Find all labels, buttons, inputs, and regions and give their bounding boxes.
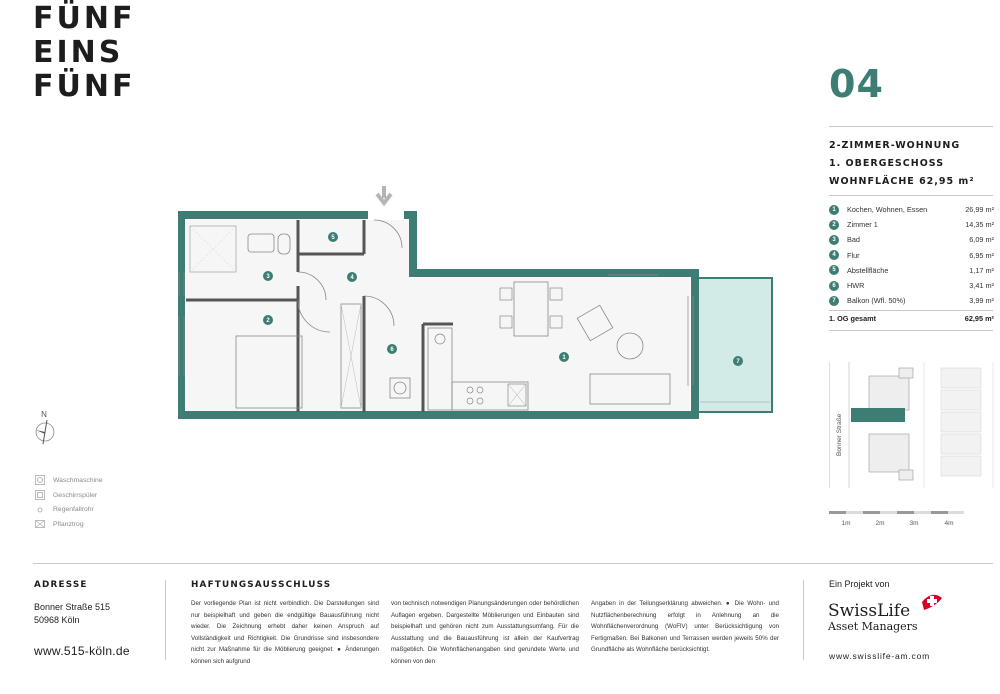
- room-row: [829, 202, 994, 217]
- divider: [829, 126, 993, 127]
- brand-logo: [33, 2, 135, 104]
- entrance-arrow-icon: [377, 186, 391, 203]
- unit-type: 2-ZIMMER-WOHNUNG: [829, 140, 961, 151]
- address-city: 50968 Köln: [34, 615, 80, 625]
- swisslife-mark-icon: [922, 595, 942, 610]
- total-label: 1. OG gesamt: [829, 314, 877, 323]
- scale-label-2m: 2m: [875, 520, 885, 527]
- north-arrow-icon: [30, 408, 60, 446]
- total-area: 62,95 m²: [964, 314, 994, 323]
- logo-line-3: FÜNF: [33, 69, 136, 104]
- logo-line-1: FÜNF: [33, 1, 136, 36]
- disclaimer-title: HAFTUNGSAUSSCHLUSS: [191, 580, 332, 590]
- building-block: [869, 368, 913, 480]
- disclaimer-column-3: Angaben in der Teilungserklärung abweichen. ● Die Wohn- und Nutzflächenberechnung erfolgt in Anlehnung an die Wohnflächenverordnung (WoFlV) unter Berücksichtigung von Fertigmaßen. Bei Balkonen und Terrassen werden jeweils 50% der Grundfläche als Wohnfläche berücksichtigt.: [591, 600, 779, 654]
- room-row: [829, 217, 994, 232]
- footer-separator: [803, 580, 804, 660]
- legend-label: Pflanztrog: [53, 520, 84, 528]
- divider: [829, 330, 993, 331]
- scale-bar: [829, 511, 964, 541]
- room-row: [829, 248, 994, 263]
- legend-item: [35, 502, 103, 517]
- unit-floor: 1. OBERGESCHOSS: [829, 158, 945, 169]
- floor-right: [411, 278, 690, 412]
- room-area: 14,35 m²: [965, 220, 994, 230]
- legend-label: Waschmaschine: [53, 476, 103, 484]
- badge-4-label: 4: [350, 275, 354, 281]
- badge-5-label: 5: [331, 235, 335, 241]
- room-name: Abstellfläche: [847, 265, 889, 275]
- unit-number: 04: [829, 62, 884, 106]
- room-number-badge: 7: [829, 296, 839, 306]
- address-title: ADRESSE: [34, 580, 88, 590]
- neighbour-buildings: [941, 368, 981, 476]
- scale-label-4m: 4m: [944, 520, 954, 527]
- badge-3-label: 3: [266, 274, 270, 280]
- address-street: Bonner Straße 515: [34, 602, 111, 612]
- footer-divider: [33, 563, 993, 564]
- divider: [829, 195, 993, 196]
- scale-label-3m: 3m: [909, 520, 919, 527]
- legend-label: Regenfallrohr: [53, 506, 94, 514]
- brand-name: SwissLife: [828, 601, 911, 621]
- unit-info: [829, 137, 994, 191]
- room-row: [829, 263, 994, 278]
- room-table: [829, 202, 994, 308]
- badge-7-label: 7: [736, 359, 740, 365]
- swisslife-website-link[interactable]: www.swisslife-am.com: [829, 651, 931, 661]
- badge-6-label: 6: [390, 347, 394, 353]
- room-name: Flur: [847, 250, 860, 260]
- logo-line-2: EINS: [33, 35, 124, 70]
- unit-area: WOHNFLÄCHE 62,95 m²: [829, 176, 975, 187]
- balcony-area: [698, 278, 772, 412]
- room-number-badge: 4: [829, 250, 839, 260]
- compass-north-label: N: [41, 410, 47, 419]
- legend-item: [35, 517, 103, 532]
- room-name: Kochen, Wohnen, Essen: [847, 205, 928, 215]
- room-row: [829, 232, 994, 247]
- downpipe-icon: [35, 505, 45, 515]
- dishwasher-icon: [35, 490, 45, 500]
- street-label: [831, 398, 845, 458]
- badge-1-label: 1: [562, 355, 566, 361]
- brand-subline: Asset Managers: [828, 620, 918, 633]
- room-name: Balkon (Wfl. 50%): [847, 296, 906, 306]
- badge-2-label: 2: [266, 318, 270, 324]
- legend-label: Geschirrspüler: [53, 491, 98, 499]
- total-row: [829, 314, 994, 323]
- swisslife-logo: [828, 590, 948, 634]
- highlighted-unit: [851, 408, 905, 422]
- planter-icon: [35, 519, 45, 529]
- room-name: Zimmer 1: [847, 220, 878, 230]
- project-by-label: Ein Projekt von: [829, 579, 890, 589]
- room-number-badge: 3: [829, 235, 839, 245]
- room-number-badge: 2: [829, 220, 839, 230]
- room-area: 6,95 m²: [969, 250, 994, 260]
- room-area: 26,99 m²: [965, 205, 994, 215]
- room-name: HWR: [847, 281, 865, 291]
- legend-item: [35, 473, 103, 488]
- room-area: 3,99 m²: [969, 296, 994, 306]
- room-number-badge: 6: [829, 281, 839, 291]
- site-map: [829, 362, 994, 488]
- room-area: 6,09 m²: [969, 235, 994, 245]
- room-total: [829, 304, 994, 323]
- footer-separator: [165, 580, 166, 660]
- legend: [35, 473, 103, 532]
- room-number-badge: 5: [829, 265, 839, 275]
- disclaimer-column-2: von technisch notwendigen Planungsänderungen oder behördlichen Auflagen ergeben. Dargestellte Möblierungen und Einbauten sind beispielhaft und gehören nicht zum Ausstattungsumfang. Für die Ausstattung und die Bauausführung ist allein der Kaufvertrag maßgeblich. Die Wohnflächenangaben sind gerundete Werte und können von den: [391, 600, 579, 665]
- disclaimer-column-1: Der vorliegende Plan ist nicht verbindlich. Die Darstellungen sind nur beispielhaft und geben die endgültige Bauausführung nicht wieder. Die Zeichnung erhebt daher keinen Anspruch auf Vollständigkeit und Richtigkeit. Die Grundrisse sind insbesondere nicht zur Maßnahme für die Möblierung geeignet. ● Änderungen können sich aufgrund: [191, 600, 379, 665]
- room-name: Bad: [847, 235, 860, 245]
- room-row: [829, 278, 994, 293]
- project-website-link[interactable]: www.515-köln.de: [34, 644, 130, 658]
- street-name: Bonner Straße: [836, 413, 843, 456]
- legend-item: [35, 488, 103, 503]
- room-area: 3,41 m²: [969, 281, 994, 291]
- entrance-opening: [368, 210, 404, 220]
- scale-label-1m: 1m: [841, 520, 851, 527]
- washing-machine-icon: [35, 475, 45, 485]
- room-area: 1,17 m²: [969, 265, 994, 275]
- floor-plan: [178, 186, 778, 421]
- room-number-badge: 1: [829, 205, 839, 215]
